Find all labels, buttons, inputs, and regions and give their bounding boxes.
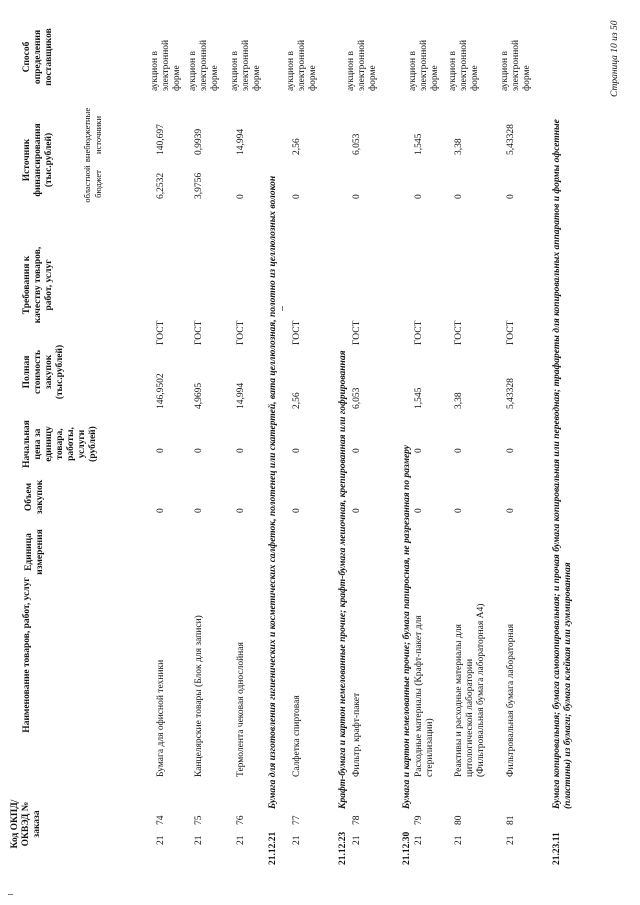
row-79-extra: 1,545 [414, 133, 424, 155]
row-77-regional: 0 [292, 194, 302, 199]
header-total: Полная стоимость закупок (тыс.рублей) [22, 344, 65, 400]
row-77-volume: 0 [292, 508, 302, 513]
row-74-total: 146,9502 [156, 373, 166, 409]
row-76-method: аукцион в электронной форме [230, 39, 262, 91]
row-78-name: Фильтр, крафт-пакет [352, 692, 362, 777]
row-79-regional: 0 [414, 194, 424, 199]
header-finance: Источник финансирования (тыс.рублей) [22, 123, 54, 197]
row-81-method: аукцион в электронной форме [500, 39, 532, 91]
scan-speck [8, 894, 13, 895]
row-76-total: 14,994 [236, 382, 246, 409]
row-75-total: 4,9695 [194, 382, 204, 409]
row-80-n1: 21 [454, 835, 464, 845]
row-80-quality: ГОСТ [454, 320, 464, 345]
row-78-extra: 6,053 [352, 133, 362, 155]
row-79-price: 0 [414, 448, 424, 453]
scan-speck [282, 306, 283, 311]
row-81-price: 0 [506, 448, 516, 453]
row-80-total: 3,38 [454, 392, 464, 409]
row-76-regional: 0 [236, 194, 246, 199]
row-74-quality: ГОСТ [156, 320, 166, 345]
row-75-name: Канцелярские товары (Блок для записи) [194, 615, 204, 777]
row-75-n2: 75 [194, 815, 204, 825]
row-77-quality: ГОСТ [292, 320, 302, 345]
row-74-extra: 140,697 [156, 124, 166, 155]
row-74-volume: 0 [156, 508, 166, 513]
row-80-name: Реактивы и расходные материалы для цитологической лаборатории (Фильтровальная бумага лабораторная А4) [454, 603, 486, 777]
group-text-212311: Бумага копировальная; бумага самокопировальная; и прочая бумага копировальная или переводная; трафареты для копировальных аппаратов и формы офсетные (пластины) из бумаги; бумага клейкая или гуммированная [552, 119, 573, 809]
row-79-n1: 21 [414, 835, 424, 845]
group-text-212223: Крафт-бумага и картон немелованные прочие; крафт-бумага мешочная, крепированная или гофрированная [338, 350, 348, 809]
row-78-n2: 78 [352, 815, 362, 825]
row-76-quality: ГОСТ [236, 320, 246, 345]
row-81-volume: 0 [506, 508, 516, 513]
row-79-name: Расходные материалы (Крафт-пакет для стерилизации) [414, 615, 435, 777]
row-76-n1: 21 [236, 835, 246, 845]
row-78-regional: 0 [352, 194, 362, 199]
row-80-volume: 0 [454, 508, 464, 513]
row-75-price: 0 [194, 448, 204, 453]
row-79-quality: ГОСТ [414, 320, 424, 345]
row-81-regional: 0 [506, 194, 516, 199]
row-79-volume: 0 [414, 508, 424, 513]
header-unit-price: Начальная цена за единицу товара, работы, услуги (рублей) [22, 420, 98, 468]
row-79-total: 1,545 [414, 387, 424, 409]
row-77-total: 2,56 [292, 392, 302, 409]
row-74-n1: 21 [156, 835, 166, 845]
row-80-extra: 3,38 [454, 138, 464, 155]
row-76-volume: 0 [236, 508, 246, 513]
row-76-name: Термолента чековая однослойная [236, 642, 246, 777]
header-volume: Объем закупок [24, 479, 45, 515]
group-code-212230: 21.12.30 [402, 831, 412, 865]
row-77-name: Салфетка спиртовая [292, 695, 302, 777]
row-75-n1: 21 [194, 835, 204, 845]
row-74-regional: 6,2532 [156, 172, 166, 199]
header-extrabudget: внебюджетные источники [82, 107, 103, 163]
row-77-extra: 2,56 [292, 138, 302, 155]
header-unit: Единица измерения [24, 529, 45, 575]
row-78-volume: 0 [352, 508, 362, 513]
group-text-212230: Бумага и картон немелованные прочие; бумага папиросная, не разрезанная по размеру [402, 444, 412, 809]
row-77-n1: 21 [292, 835, 302, 845]
row-78-quality: ГОСТ [352, 320, 362, 345]
row-78-price: 0 [352, 448, 362, 453]
row-80-n2: 80 [454, 815, 464, 825]
group-code-212223: 21.12.23 [338, 831, 348, 865]
row-78-n1: 21 [352, 835, 362, 845]
row-76-price: 0 [236, 448, 246, 453]
header-quality: Требования к качеству товаров, работ, услуг [22, 246, 54, 324]
header-code: Код ОКПД/ ОКВЭД № заказа [10, 799, 42, 849]
row-75-extra: 0,9939 [194, 128, 204, 155]
row-76-extra: 14,994 [236, 128, 246, 155]
row-80-regional: 0 [454, 194, 464, 199]
header-method: Способ определения поставщиков [22, 28, 54, 86]
row-79-n2: 79 [414, 815, 424, 825]
page-number: Страница 10 из 50 [610, 20, 620, 97]
row-80-method: аукцион в электронной форме [448, 39, 480, 91]
row-77-n2: 77 [292, 815, 302, 825]
row-75-volume: 0 [194, 508, 204, 513]
row-81-total: 5,43328 [506, 378, 516, 409]
row-77-method: аукцион в электронной форме [286, 39, 318, 91]
row-75-method: аукцион в электронной форме [188, 39, 220, 91]
header-regional-budget: областной бюджет [82, 165, 103, 203]
header-name: Наименование товаров, работ, услуг [22, 577, 32, 733]
row-74-method: аукцион в электронной форме [150, 39, 182, 91]
group-code-212221: 21.12.21 [268, 831, 278, 865]
row-74-name: Бумага для офисной техники [156, 659, 166, 777]
row-78-method: аукцион в электронной форме [346, 39, 378, 91]
row-75-quality: ГОСТ [194, 320, 204, 345]
row-81-n2: 81 [506, 815, 516, 825]
row-74-n2: 74 [156, 815, 166, 825]
row-78-total: 6,053 [352, 387, 362, 409]
row-81-extra: 5,43328 [506, 124, 516, 155]
row-79-method: аукцион в электронной форме [408, 39, 440, 91]
row-75-regional: 3,9756 [194, 172, 204, 199]
row-77-price: 0 [292, 448, 302, 453]
row-74-price: 0 [156, 448, 166, 453]
row-76-n2: 76 [236, 815, 246, 825]
row-80-price: 0 [454, 448, 464, 453]
group-text-212221: Бумага для изготовления гигиенических и косметических салфеток, полотенец или скатертей, вата целлюлозная, полотно из целлюлозных волокон [268, 175, 278, 809]
row-81-name: Фильтровальная бумага лабораторная [506, 623, 516, 777]
row-81-quality: ГОСТ [506, 320, 516, 345]
group-code-212311: 21.23.11 [552, 832, 562, 865]
row-81-n1: 21 [506, 835, 516, 845]
